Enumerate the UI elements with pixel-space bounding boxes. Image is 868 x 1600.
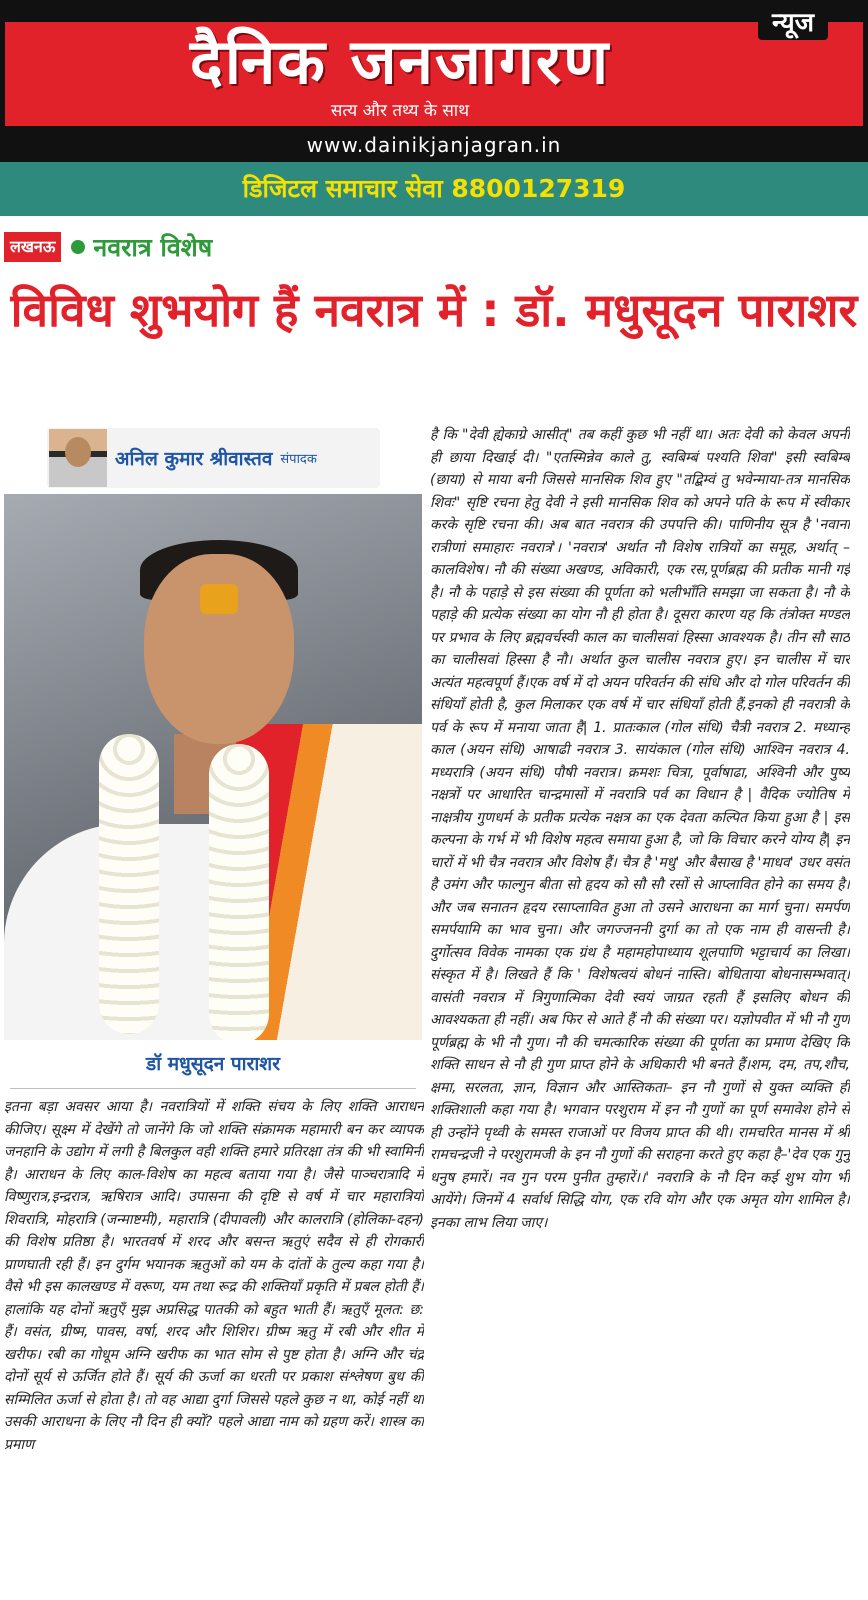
bullet-dot-icon xyxy=(71,240,85,254)
paper-website-link[interactable]: www.dainikjanjagran.in xyxy=(306,133,562,157)
author-role: संपादक xyxy=(280,452,317,467)
digital-service-bar: डिजिटल समाचार सेवा 8800127319 xyxy=(0,162,868,216)
author-avatar xyxy=(49,429,107,487)
article-body-right-column xyxy=(430,424,850,1596)
article-body-left-column xyxy=(4,1096,424,1596)
caption-divider xyxy=(10,1088,416,1089)
article-headline: विविध शुभयोग हैं नवरात्र में : डॉ. मधुसूदन पाराशर xyxy=(10,283,858,337)
article-paragraph: है कि "देवी ह्येकाग्रे आसीत्" तब कहीं कुछ भी नहीं था। अतः देवी को केवल अपनी ही छाया दिखाई दी। "एतस्मिन्नेव काले तु, स्वबिम्बं पश्यति शिवा" इसी स्वबिम्ब (छाया) से माया बनी जिससे मानसिक शिव हुए "तद्बिम्वं तु भवेन्माया-तत्र मानसिक शिवः" सृष्टि रचना हेतु देवी ने इसी मानसिक शिव को अपने पति के रूप में स्वीकार करके सृष्टि रचना की। अब बात नवरात्र की उपपत्ति की। पाणिनीय सूत्र है 'नवानां रात्रीणां समाहारः नवरात्रं'। 'नवरात्र' अर्थात नौ विशेष रात्रियों का समूह, अर्थात् –कालविशेष। नौ की संख्या अखण्ड, अविकारी, एक रस,पूर्णब्रह्म की प्रतीक मानी गई है। नौ के पहाड़े से इस संख्या की पूर्णता को भलीभाँति समझा जा सकता है। नौ के पहाड़े की प्रत्येक संख्या का योग नौ ही होता है। दूसरा कारण यह कि तंत्रोक्त मण्डल पर प्रभाव के लिए ब्रह्मवर्चस्वी काल का चालीसवां हिस्सा आवश्यक है। तीन सौ साठ का चालीसवां हिस्सा है नौ। अर्थात कुल चालीस नवरात्र हुए। इन चालीस में चार अत्यंत महत्वपूर्ण हैं।एक वर्ष में दो अयन परिवर्तन की संधि और दो गोल परिवर्तन की संधियाँ होती है, कुल मिलाकर एक वर्ष में चार संधियाँ होती हैं,इनको ही नवरात्री के पर्व के रूप में मनाया जाता है| 1. प्रातःकाल (गोल संधि) चैत्री नवरात्र 2. मध्यान्ह काल (अयन संधि) आषाढी नवरात्र 3. सायंकाल (गोल संधि) आश्विन नवरात्र 4. मध्यरात्रि (अयन संधि) पौषी नवरात्र। क्रमशः चित्रा, पूर्वाषाढा, अश्विनी और पुष्य नक्षत्रों पर आधारित चान्द्रमासों में नवरात्रि पर्व का विधान है | वैदिक ज्योतिष में नाक्षत्रीय गुणधर्म के प्रतीक प्रत्येक नक्षत्र का एक देवता कल्पित किया हुआ है | इस कल्पना के गर्भ में भी विशेष महत्व समाया हुआ है, जो कि विचार करने योग्य है| इन चारों में भी चैत्र नवरात्र और विशेष हैं। चैत्र है 'मधु' और बैसाख है 'माधव' उधर वसंत है उमंग और फाल्गुन बीता सो हृदय को सौ सौ रसों से आप्लावित होने का समय है। और जब सनातन हृदय रसाप्लावित हुआ तो उसने आराधना का मार्ग चुना। समर्पण समर्पयामि का भाव चुना। और जगज्जननी दुर्गा का तो एक नाम ही वासन्ती है। दुर्गोत्सव विवेक नामका एक ग्रंथ है महामहोपाध्याय शूलपाणि भट्टाचार्य का लिखा। संस्कृत में है। लिखते हैं कि ' विशेषत्वयं बोधनं नास्ति। बोधिताया बोधनासम्भवात्। वासंती नवरात्र में त्रिगुणात्मिका देवी स्वयं जाग्रत रहती हैं इसलिए बोधन की आवश्यकता ही नहीं। अब फिर से आते हैं नौ की संख्या पर। यज्ञोपवीत में भी नौ गुण पूर्णब्रह्म के भी नौ गुण। नौ की चमत्कारिक संख्या की पूर्णता का प्रमाण देखिए कि शक्ति साधन से नौ ही गुण प्राप्त होने के अधिकारी भी बनते हैं।शम, दम, तप,शौच, क्षमा, सरलता, ज्ञान, विज्ञान और आस्तिकता– इन नौ गुणों से युक्त व्यक्ति ही शक्तिशाली कहा गया है। भगवान परशुराम में इन नौ गुणों का पूर्ण समावेश होने से ही उन्होंने पृथ्वी के समस्त राजाओं पर विजय प्राप्त की थी। रामचरित मानस में श्री रामचन्द्रजी ने परशुरामजी के इन नौ गुणों की सराहना करते हुए कहा है–'देव एक गुनु धनुष हमारें। नव गुन परम पुनीत तुम्हारें।।' नवरात्रि के नौ दिन कई शुभ योग भी आयेंगे। जिनमें 4 सर्वार्ध सिद्धि योग, एक रवि योग और एक अमृत योग शामिल है। इनका लाभ लिया जाए। xyxy=(430,427,850,1231)
news-tag: न्यूज xyxy=(758,6,828,40)
photo-caption: डॉ मधुसूदन पाराशर xyxy=(146,1053,280,1075)
article-photo xyxy=(4,494,422,1040)
author-byline xyxy=(47,428,380,488)
masthead xyxy=(0,0,868,162)
section-label: नवरात्र विशेष xyxy=(93,233,213,262)
city-label: लखनऊ xyxy=(4,232,61,262)
article-paragraph: इतना बड़ा अवसर आया है। नवरात्रियों में शक्ति संचय के लिए शक्ति आराधन कीजिए। सूक्ष्म में देखेंगे तो जानेंगे कि जो शक्ति संक्रामक महामारी बन कर व्यापक जनहानि के उद्योग में लगी है बिलकुल वही शक्ति हमारे प्रतिरक्षा तंत्र की भी स्वामिनी है। आराधन के लिए काल-विशेष का महत्व बताया गया है। जैसे पाञ्चरात्रादि में विष्णुरात्र,इन्द्ररात्र, ऋषिरात्र आदि। उपासना की दृष्टि से वर्ष में चार महारात्रियाँ शिवरात्रि, मोहरात्रि (जन्माष्टमी), महारात्रि (दीपावली) और कालरात्रि (होलिका-दहन) की विशेष प्रतिष्ठा है। भारतवर्ष में शरद और बसन्त ऋतुएं सदैव से ही रोगकारी प्राणघाती रही हैं। इन दुर्गम भयानक ऋतुओं को यम के दांतों के तुल्य कहा गया है। वैसे भी इस कालखण्ड में वरूण, यम तथा रूद्र की शक्तियाँ प्रकृति में प्रबल होती हैं। हालांकि यह दोनों ऋतुएँ मुझ अप्रसिद्ध पातकी को बहुत भाती हैं। ऋतुएँ मूलत: छ: हैं। वसंत, ग्रीष्म, पावस, वर्षा, शरद और शिशिर। ग्रीष्म ऋतु में रबी और शीत में खरीफ। रबी का गोधूम अग्नि खरीफ का भात सोम से पुष्ट होता है। अग्नि और चंद्र दोनों सूर्य से ऊर्जित होते हैं। सूर्य की ऊर्जा का धरती पर प्रकाश संश्लेषण बुध की सम्मिलित ऊर्जा से होता है। तो वह आद्या दुर्गा जिससे पहले कुछ न था, कोई नहीं था उसकी आराधना के लिए नौ दिन ही क्यों? पहले आद्या नाम को ग्रहण करें। शास्त्र का प्रमाण xyxy=(4,1099,424,1453)
kicker xyxy=(4,232,212,262)
paper-tagline: सत्य और तथ्य के साथ xyxy=(330,101,470,121)
paper-logo: दैनिक जनजागरण xyxy=(189,25,611,98)
author-name: अनिल कुमार श्रीवास्तव xyxy=(115,448,273,470)
